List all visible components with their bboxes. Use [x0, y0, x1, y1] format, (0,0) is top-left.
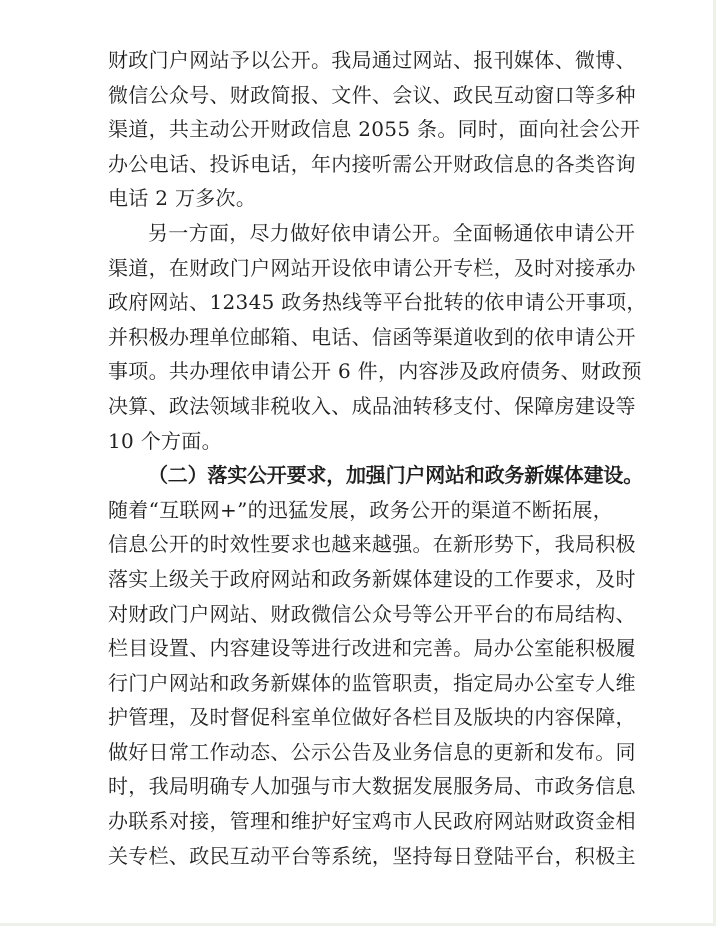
text-line: 电话 2 万多次。 [108, 186, 257, 211]
text-line: 办公电话、投诉电话，年内接听需公开财政信息的各类咨询 [108, 151, 636, 176]
body-text [108, 43, 647, 873]
paragraph-first-line: 另一方面，尽力做好依申请公开。全面畅通依申请公开 [148, 220, 636, 245]
text-line: 办联系对接，管理和维护好宝鸡市人民政府网站财政资金相 [108, 809, 636, 834]
text-line: 关专栏、政民互动平台等系统，坚持每日登陆平台，积极主 [108, 843, 636, 868]
text-line: 栏目设置、内容建设等进行改进和完善。局办公室能积极履 [108, 636, 636, 661]
text-line: 行门户网站和政务新媒体的监管职责，指定局办公室专人维 [108, 670, 636, 695]
text-line: 10 个方面。 [108, 428, 222, 453]
text-line: 护管理，及时督促科室单位做好各栏目及版块的内容保障， [108, 705, 636, 730]
text-line: 时，我局明确专人加强与市大数据发展服务局、市政务信息 [108, 774, 636, 799]
text-line: 并积极办理单位邮箱、电话、信函等渠道收到的依申请公开 [108, 324, 636, 349]
text-line: 事项。共办理依申请公开 6 件，内容涉及政府债务、财政预 [108, 359, 642, 384]
text-line: 随着“互联网+”的迅猛发展，政务公开的渠道不断拓展， [108, 497, 614, 522]
text-line: 渠道，共主动公开财政信息 2055 条。同时，面向社会公开 [108, 117, 641, 142]
text-line: 对财政门户网站、财政微信公众号等公开平台的布局结构、 [108, 601, 636, 626]
text-line: 财政门户网站予以公开。我局通过网站、报刊媒体、微博、 [108, 48, 636, 72]
text-line: 政府网站、12345 政务热线等平台批转的依申请公开事项， [108, 290, 647, 315]
text-line: 信息公开的时效性要求也越来越强。在新形势下，我局积极 [108, 532, 636, 557]
text-line: 做好日常工作动态、公示公告及业务信息的更新和发布。同 [108, 739, 636, 764]
text-line: 渠道，在财政门户网站开设依申请公开专栏，及时对接承办 [108, 255, 636, 280]
text-line: 落实上级关于政府网站和政务新媒体建设的工作要求，及时 [108, 566, 636, 591]
text-line: 微信公众号、财政简报、文件、会议、政民互动窗口等多种 [108, 82, 636, 107]
text-line: 决算、政法领域非税收入、成品油转移支付、保障房建设等 [108, 393, 636, 418]
section-heading: （二）落实公开要求，加强门户网站和政务新媒体建设。 [148, 463, 643, 488]
